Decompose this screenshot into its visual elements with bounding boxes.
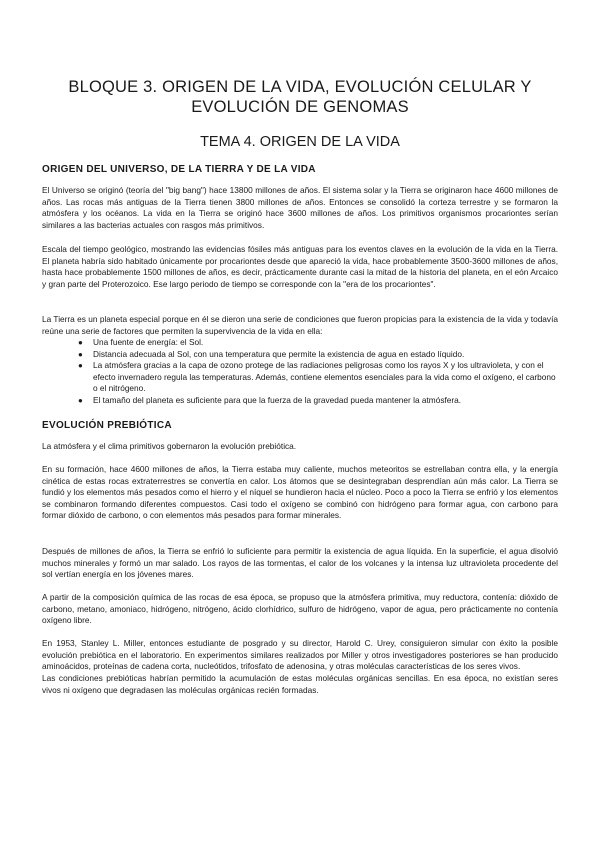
paragraph: Después de millones de años, la Tierra se enfrió lo suficiente para permitir la existencia de agua líquida. En la superficie, el agua disolvió muchos minerales y formó un mar salado. Los rayos de las tormentas, el calor de los volcanes y la intensa luz ultravioleta procedente del sol vertían energía en los jóvenes mares. bbox=[42, 546, 558, 579]
bullet-icon: ● bbox=[78, 361, 83, 370]
paragraph: Las condiciones prebióticas habrían permitido la acumulación de estas moléculas orgánicas sencillas. En esa época, no existían seres vivos ni oxígeno que degradasen las moléculas orgánicas recién formadas. bbox=[42, 673, 558, 695]
bullet-list bbox=[42, 337, 558, 406]
document-page bbox=[42, 0, 558, 848]
paragraph: Escala del tiempo geológico, mostrando las evidencias fósiles más antiguas para los eventos claves en la evolución de la vida en la Tierra. El planeta habría sido habitado únicamente por procariontes desde que apareció la vida, hace probablemente 3500-3600 millones de años, hasta hace probablemente 1500 millones de años, es decir, prácticamente durante casi la mitad de la historia del planeta, en el eón Arcaico y gran parte del Proterozoico. Ese largo periodo de tiempo se corresponde con la "era de los procariontes". bbox=[42, 244, 558, 289]
paragraph: El Universo se originó (teoría del "big bang") hace 13800 millones de años. El sistema solar y la Tierra se originaron hace 4600 millones de años. Las rocas más antiguas de la Tierra tienen 3800 millones de años. Entonces se consolidó la corteza terrestre y se formaron la atmósfera y los océanos. La vida en la Tierra se originó hace 3600 millones de años. Los primitivos organismos procariontes serían similares a las bacterias actuales con rasgos más primitivos. bbox=[42, 185, 558, 230]
topic-title: TEMA 4. ORIGEN DE LA VIDA bbox=[200, 134, 400, 150]
paragraph: En su formación, hace 4600 millones de años, la Tierra estaba muy caliente, muchos meteoritos se estrellaban contra ella, y la energía cinética de estas rocas extraterrestres se convertía en calor. Los átomos que se desintegraban desprendían aún más calor. La Tierra se fundió y los elementos más pesados como el hierro y el níquel se hundieron hacia el núcleo. Poco a poco la Tierra se enfrió y los elementos se combinaron formando diferentes compuestos. Casi todo el oxígeno se combinó con hidrógeno para formar agua, con carbono para formar dióxido de carbono, o con elementos más pesados para formar minerales. bbox=[42, 464, 558, 520]
section-heading-prebiotic: EVOLUCIÓN PREBIÓTICA bbox=[42, 420, 172, 431]
paragraph: La Tierra es un planeta especial porque en él se dieron una serie de condiciones que fueron propicias para la existencia de la vida y todavía reúne una serie de factores que permiten la supervivencia de la vida en ella: bbox=[42, 314, 558, 336]
list-item bbox=[42, 360, 558, 395]
list-item bbox=[42, 395, 558, 407]
section-heading-origin: ORIGEN DEL UNIVERSO, DE LA TIERRA Y DE LA VIDA bbox=[42, 164, 316, 175]
bullet-icon: ● bbox=[78, 349, 83, 359]
list-item-text: Una fuente de energía: el Sol. bbox=[93, 337, 204, 347]
paragraph: A partir de la composición química de las rocas de esa época, se propuso que la atmósfera primitiva, muy reductora, contenía: dióxido de carbono, metano, amoniaco, hidrógeno, nitrógeno, ácido clorhídrico, sulfuro de hidrógeno, vapor de agua, pero prácticamente no contenía oxígeno libre. bbox=[42, 592, 558, 625]
list-item bbox=[42, 349, 558, 361]
list-item-text: El tamaño del planeta es suficiente para que la fuerza de la gravedad pueda mantener la atmósfera. bbox=[93, 394, 462, 405]
bullet-icon: ● bbox=[78, 338, 83, 347]
main-title: BLOQUE 3. ORIGEN DE LA VIDA, EVOLUCIÓN CELULAR Y EVOLUCIÓN DE GENOMAS bbox=[68, 78, 532, 116]
paragraph: La atmósfera y el clima primitivos gobernaron la evolución prebiótica. bbox=[42, 441, 297, 451]
list-item bbox=[42, 337, 558, 349]
list-item-text: La atmósfera gracias a la capa de ozono protege de las radiaciones peligrosas como los rayos X y los ultravioleta, y con el efecto invernadero regula las temperaturas. Además, contiene elementos esenciales para la vida como el oxígeno, el carbono o el nitrógeno. bbox=[93, 360, 556, 393]
paragraph: En 1953, Stanley L. Miller, entonces estudiante de posgrado y su director, Harold C. Urey, consiguieron simular con éxito la posible evolución prebiótica en el laboratorio. En experimentos similares realizados por Miller y otros investigadores posteriores se han producido aminoácidos, proteínas de cadena corta, nucleótidos, trifosfato de adenosina, y otras moléculas características de los seres vivos. bbox=[42, 638, 558, 671]
list-item-text: Distancia adecuada al Sol, con una temperatura que permite la existencia de agua en estado líquido. bbox=[93, 348, 465, 359]
bullet-icon: ● bbox=[78, 395, 83, 405]
